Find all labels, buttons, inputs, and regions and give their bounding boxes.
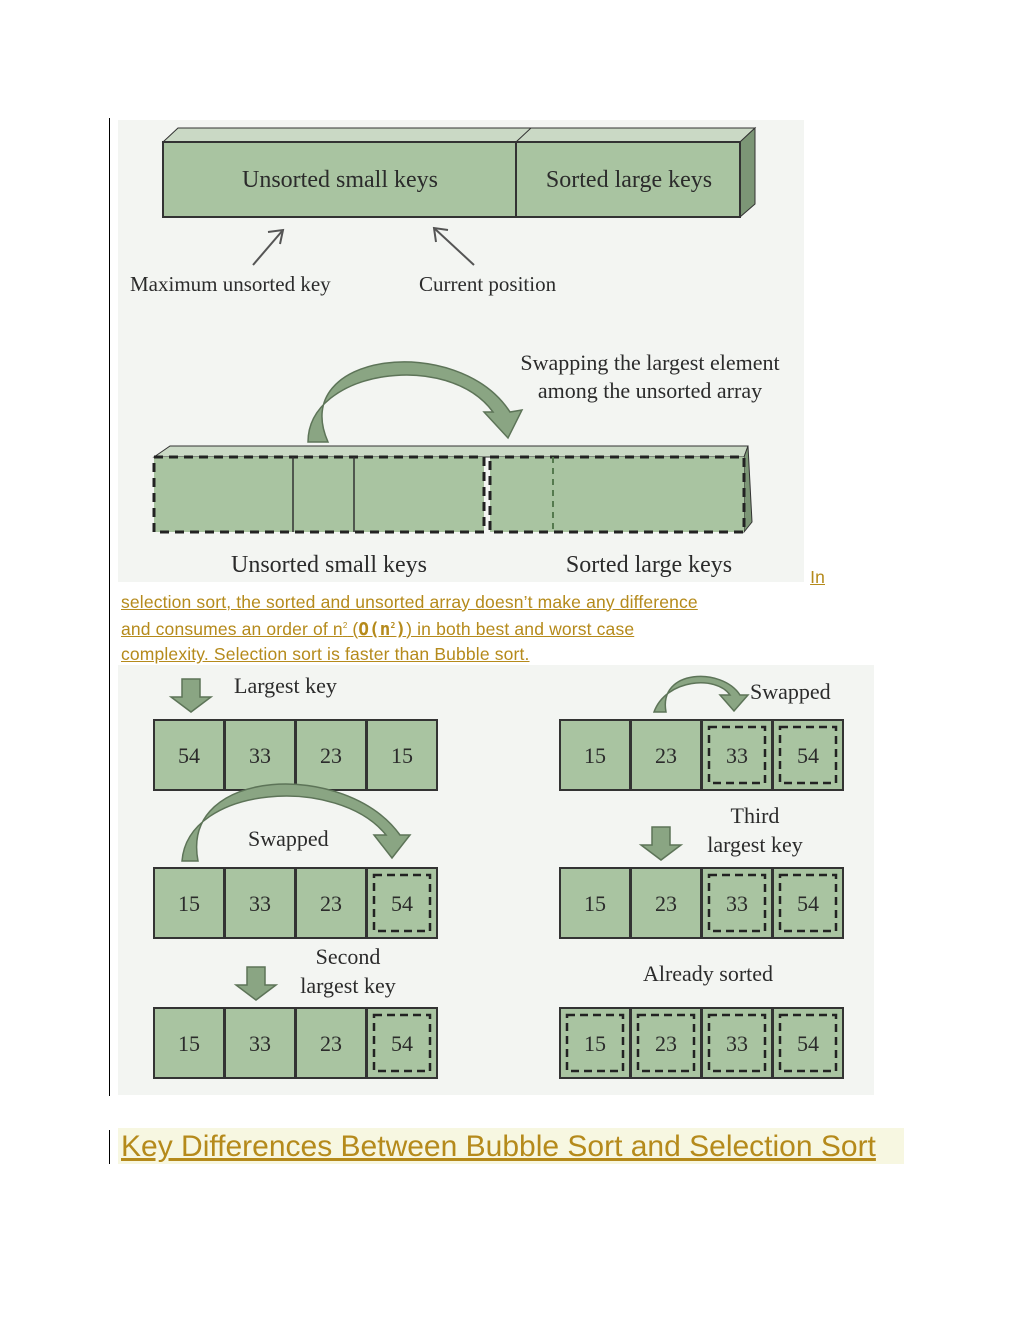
cell-value: 54 [797, 1031, 819, 1056]
caption-line-3a[interactable]: and consumes an order of n [121, 618, 343, 639]
cell-value: 54 [178, 743, 200, 768]
cell-value: 23 [320, 743, 342, 768]
cell-value: 15 [584, 891, 606, 916]
left-margin-line-1 [109, 118, 110, 1096]
unsorted-dashed-block [154, 457, 484, 532]
cell-value: 54 [797, 891, 819, 916]
cell-value: 23 [655, 891, 677, 916]
cell-value: 23 [320, 891, 342, 916]
current-position-label: Current position [419, 272, 557, 296]
cell-value: 15 [584, 1031, 606, 1056]
array-row-4 [560, 720, 843, 790]
top-sorted-label: Sorted large keys [545, 167, 713, 193]
top-unsorted-label: Unsorted small keys [242, 167, 438, 193]
caption-line-3c[interactable]: ) in both best and worst case [406, 618, 635, 639]
cell-value: 23 [320, 1031, 342, 1056]
caption-big-o-a: O(n [358, 619, 391, 640]
swap-label-line-1: Swapping the largest element [520, 350, 780, 375]
caption-big-o-sup: 2 [390, 621, 396, 630]
max-key-arrow-icon [253, 230, 283, 265]
caption-line-3b[interactable]: ( [347, 618, 359, 639]
bottom-unsorted-label: Unsorted small keys [231, 552, 427, 578]
swap-curve-arrow-icon [654, 676, 748, 712]
caption-big-o[interactable] [358, 620, 406, 640]
selection-sort-steps-figure [118, 665, 874, 1095]
cell-value: 54 [391, 1031, 413, 1056]
swapped-label-1: Swapped [248, 826, 329, 851]
largest-key-label: Largest key [234, 673, 337, 698]
caption-line-4[interactable]: complexity. Selection sort is faster than Bubble sort. [121, 644, 530, 665]
swap-curve-arrow-icon [308, 362, 522, 442]
down-arrow-icon [641, 827, 681, 860]
swap-label-line-2: among the unsorted array [537, 378, 763, 403]
caption-big-o-b: ) [395, 619, 407, 640]
down-arrow-icon [236, 967, 276, 1000]
cell-value: 33 [726, 1031, 748, 1056]
cell-value: 33 [726, 891, 748, 916]
left-margin-line-2 [109, 1130, 110, 1164]
section-heading-link[interactable]: Key Differences Between Bubble Sort and Selection Sort [121, 1130, 876, 1163]
cell-value: 33 [249, 743, 271, 768]
array-row-6 [560, 1008, 843, 1078]
cell-value: 23 [655, 743, 677, 768]
third-largest-label-2: largest key [707, 832, 803, 857]
second-largest-label-1: Second [315, 944, 381, 969]
caption-line-2[interactable]: selection sort, the sorted and unsorted array doesn’t make any difference [121, 591, 698, 612]
already-sorted-label: Already sorted [642, 961, 774, 986]
cell-value: 33 [249, 1031, 271, 1056]
array-row-2 [154, 868, 437, 938]
sorted-dashed-block [490, 457, 744, 532]
swapped-label-2: Swapped [750, 679, 831, 704]
cell-value: 15 [584, 743, 606, 768]
cell-value: 15 [178, 1031, 200, 1056]
selection-sort-caption-link[interactable] [121, 565, 881, 667]
cell-value: 54 [797, 743, 819, 768]
selection-sort-concept-figure [118, 120, 804, 582]
cell-value: 33 [726, 743, 748, 768]
bottom-sorted-label: Sorted large keys [565, 552, 733, 578]
array-row-3 [154, 1008, 437, 1078]
caption-line-1[interactable]: In [810, 567, 825, 587]
array-row-5 [560, 868, 843, 938]
array-row-1 [154, 720, 437, 790]
cell-value: 33 [249, 891, 271, 916]
cell-value: 23 [655, 1031, 677, 1056]
caption-superscript: 2 [342, 621, 348, 630]
second-largest-label-2: largest key [300, 973, 396, 998]
down-arrow-icon [171, 679, 211, 712]
cell-value: 15 [178, 891, 200, 916]
current-position-arrow-icon [434, 228, 474, 265]
cell-value: 54 [391, 891, 413, 916]
max-unsorted-key-label: Maximum unsorted key [130, 272, 331, 296]
cell-value: 15 [391, 743, 413, 768]
third-largest-label-1: Third [730, 803, 780, 828]
